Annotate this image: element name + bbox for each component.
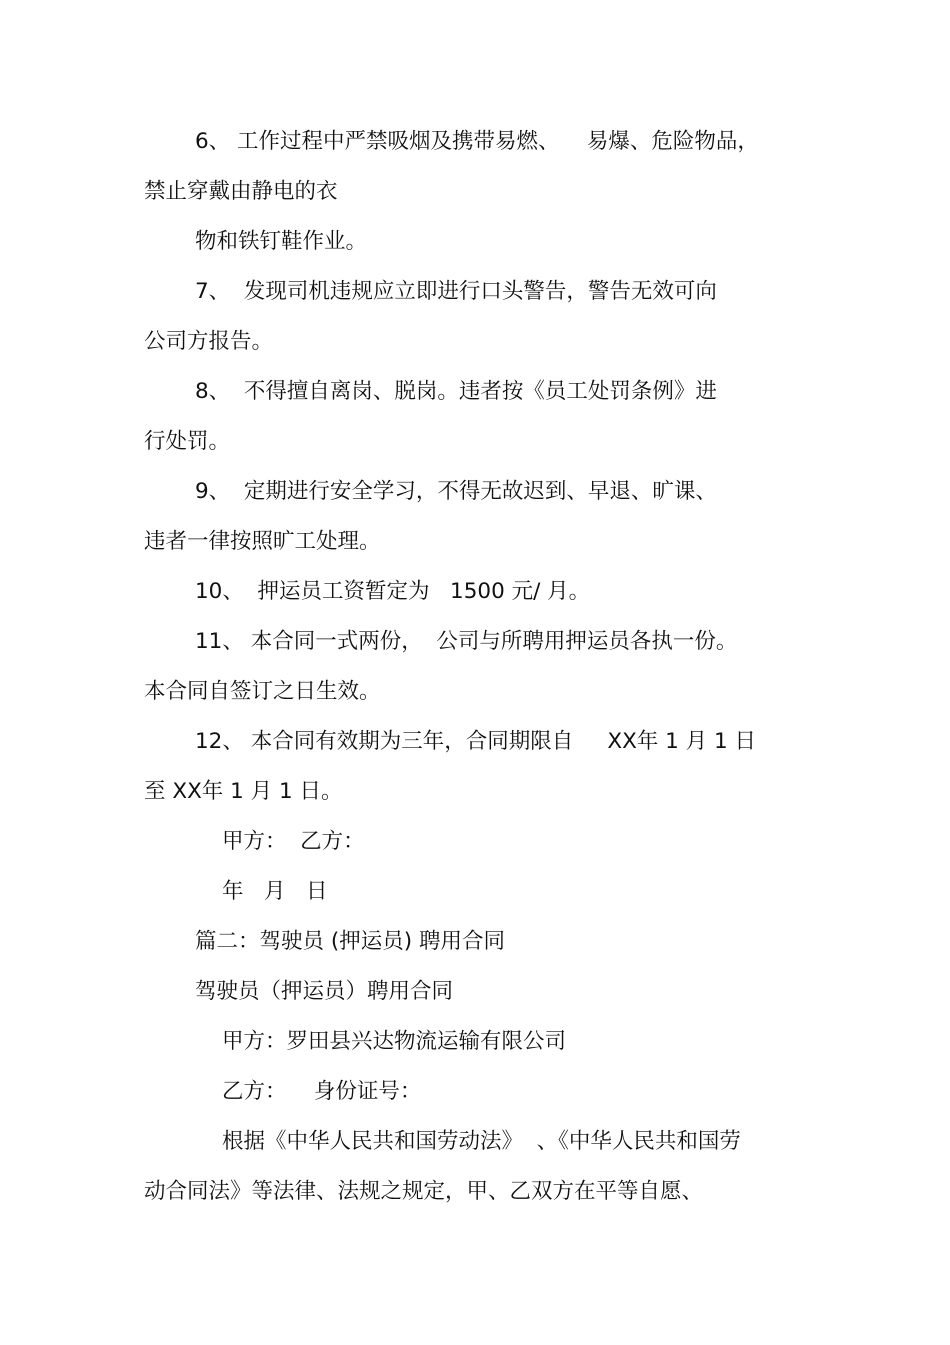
preamble-line-2: 动合同法》等法律、法规之规定，甲、乙双方在平等自愿、 <box>144 1179 704 1204</box>
party-b-line: 乙方： 身份证号： <box>222 1079 422 1104</box>
clause-6-line-3: 物和铁钉鞋作业。 <box>195 229 368 254</box>
clause-7-line-1: 7、 发现司机违规应立即进行口头警告，警告无效可向 <box>195 279 717 304</box>
clause-7-line-2: 公司方报告。 <box>144 329 274 354</box>
contract-title: 驾驶员（押运员）聘用合同 <box>195 979 454 1004</box>
clause-6-line-2: 禁止穿戴由静电的衣 <box>144 179 338 204</box>
clause-11-line-2: 本合同自签订之日生效。 <box>144 679 381 704</box>
signature-date: 年 月 日 <box>222 879 328 904</box>
clause-12-line-1: 12、 本合同有效期为三年，合同期限自 XX年 1 月 1 日 <box>195 729 757 754</box>
clause-11-line-1: 11、 本合同一式两份， 公司与所聘用押运员各执一份。 <box>195 629 738 654</box>
preamble-line-1: 根据《中华人民共和国劳动法》 、《中华人民共和国劳 <box>222 1129 741 1154</box>
signature-parties: 甲方： 乙方： <box>222 829 365 854</box>
clause-9-line-1: 9、 定期进行安全学习，不得无故迟到、早退、旷课、 <box>195 479 717 504</box>
clause-12-line-2: 至 XX年 1 月 1 日。 <box>144 779 343 804</box>
clause-6-line-1: 6、 工作过程中严禁吸烟及携带易燃、 易爆、危险物品， <box>195 129 759 154</box>
section-heading: 篇二：驾驶员 (押运员) 聘用合同 <box>195 929 505 954</box>
clause-9-line-2: 违者一律按照旷工处理。 <box>144 529 381 554</box>
party-a-line: 甲方：罗田县兴达物流运输有限公司 <box>222 1029 567 1054</box>
clause-8-line-1: 8、 不得擅自离岗、脱岗。违者按《员工处罚条例》进 <box>195 379 717 404</box>
clause-10-line-1: 10、 押运员工资暂定为 1500 元/ 月。 <box>195 579 591 604</box>
clause-8-line-2: 行处罚。 <box>144 429 231 454</box>
